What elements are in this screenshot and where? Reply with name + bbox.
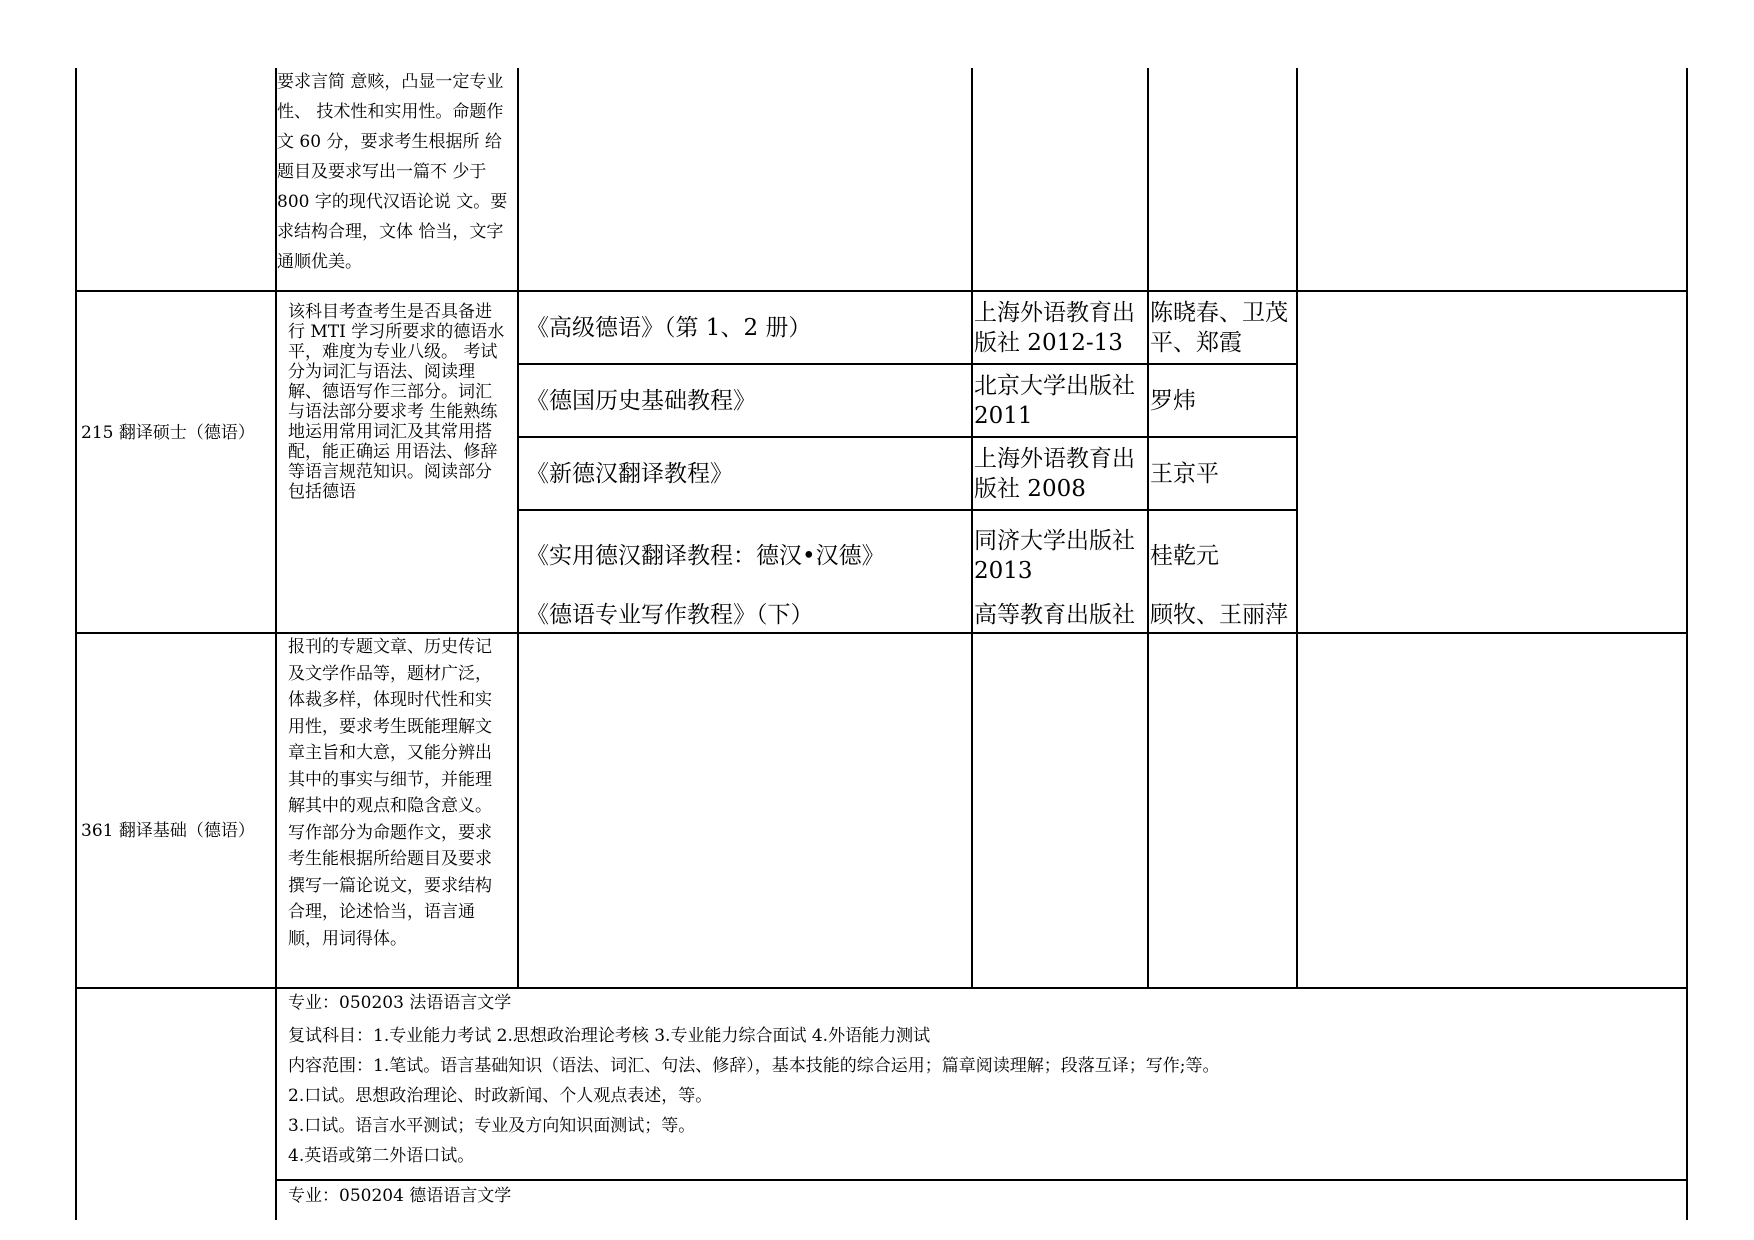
book-publisher: 上海外语教育出版社 2008	[974, 446, 1135, 502]
grid-line	[75, 290, 1688, 292]
book-author: 罗炜	[1150, 388, 1196, 414]
grid-line	[971, 68, 973, 989]
book-author: 桂乾元	[1150, 543, 1219, 569]
content-line: 内容范围：1.笔试。语言基础知识（语法、词汇、句法、修辞），基本技能的综合运用；篇章阅读理解；段落互译；写作;等。	[288, 1056, 1220, 1076]
book-title: 《实用德汉翻译教程：德汉•汉德》	[526, 543, 885, 569]
course-name: 361 翻译基础（德语）	[81, 821, 255, 841]
major-title: 专业：050203 法语语言文学	[288, 993, 512, 1013]
book-publisher: 高等教育出版社	[974, 602, 1135, 628]
book-title: 《德语专业写作教程》（下）	[526, 602, 814, 628]
book-publisher: 北京大学出版社 2011	[974, 373, 1135, 429]
grid-line	[517, 509, 1298, 511]
grid-line	[1686, 68, 1688, 1220]
book-author: 陈晓春、卫茂平、郑霞	[1150, 300, 1288, 356]
grid-line	[517, 68, 519, 989]
book-title: 《高级德语》（第 1、2 册）	[526, 315, 812, 341]
book-publisher: 同济大学出版社 2013	[974, 528, 1135, 584]
book-publisher: 上海外语教育出版社 2012-13	[974, 300, 1135, 356]
major-title: 专业：050204 德语语言文学	[288, 1186, 512, 1206]
content-line: 4.英语或第二外语口试。	[288, 1146, 475, 1166]
course-description: 报刊的专题文章、历史传记及文学作品等，题材广泛，体裁多样，体现时代性和实用性，要求考生既能理解文章主旨和大意，又能分辨出其中的事实与细节，并能理解其中的观点和隐含意义。写作部分为命题作文，要求考生能根据所给题目及要求撰写一篇论说文，要求结构合理，论述恰当，语言通顺，用词得体。	[288, 637, 492, 949]
content-line: 3.口试。语言水平测试；专业及方向知识面测试；等。	[288, 1116, 696, 1136]
book-author: 顾牧、王丽萍	[1150, 602, 1288, 628]
book-title: 《新德汉翻译教程》	[526, 461, 733, 487]
content-line: 2.口试。思想政治理论、时政新闻、个人观点表述，等。	[288, 1086, 713, 1106]
book-author: 王京平	[1150, 461, 1219, 487]
course-description: 要求言简 意赅，凸显一定专业性、 技术性和实用性。命题作文 60 分，要求考生根据所 给题目及要求写出一篇不 少于 800 字的现代汉语论说 文。要求结构合理，文体 恰当，文字通顺优美。	[277, 72, 508, 272]
retest-subjects: 复试科目：1.专业能力考试 2.思想政治理论考核 3.专业能力综合面试 4.外语能力测试	[288, 1026, 931, 1046]
course-name: 215 翻译硕士（德语）	[81, 423, 255, 443]
course-description: 该科目考查考生是否具备进行 MTI 学习所要求的德语水平，难度为专业八级。 考试分为词汇与语法、阅读理解、德语写作三部分。词汇与语法部分要求考 生能熟练地运用常用词汇及其常用搭配，能正确运 用语法、修辞等语言规范知识。阅读部分包括德语	[288, 302, 505, 502]
grid-line	[1147, 68, 1149, 989]
grid-line	[517, 363, 1298, 365]
grid-line	[1296, 68, 1298, 989]
grid-line	[75, 68, 77, 1220]
book-title: 《德国历史基础教程》	[526, 388, 756, 414]
grid-line	[517, 436, 1298, 438]
